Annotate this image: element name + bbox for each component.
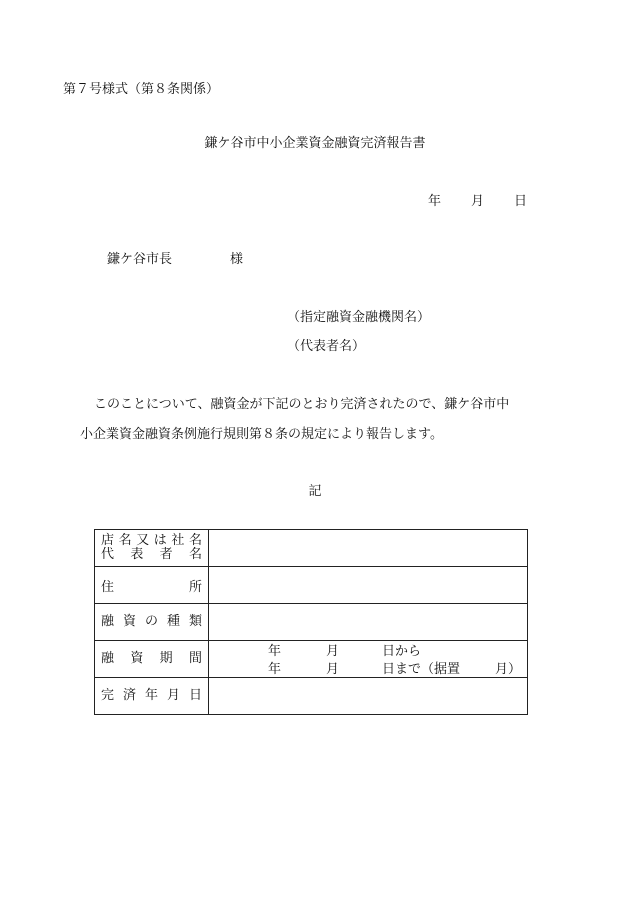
date-year: 年 [428, 194, 442, 209]
date-line [428, 195, 527, 208]
loan-period-value-cell[interactable] [209, 641, 528, 678]
grace-period-month: 月） [495, 662, 522, 677]
table-row-completion-date [95, 678, 528, 715]
table-row-address [95, 567, 528, 604]
body-text-line-2: 小企業資金融資条例施行規則第８条の規定により報告します。 [80, 427, 443, 442]
date-month: 月 [471, 194, 485, 209]
period-start-day: 日から [382, 644, 422, 659]
address-label-cell [95, 567, 209, 604]
period-end-month: 月 [326, 662, 340, 677]
period-start-month: 月 [326, 644, 340, 659]
loan-type-label-cell [95, 604, 209, 641]
loan-period-label: 融 資 期 間 [101, 651, 202, 667]
completion-date-label: 完 済 年 月 日 [101, 688, 202, 704]
completion-date-label-cell [95, 678, 209, 715]
table-row-name [95, 530, 528, 567]
representative-label: 代 表 者 名 [101, 547, 202, 562]
date-day: 日 [514, 194, 528, 209]
institution-name-label: （指定融資金融機関名） [287, 310, 431, 325]
shop-name-label: 店 名 又 は 社 名 [101, 533, 202, 549]
shop-name-label-cell [95, 530, 209, 567]
table-row-loan-period [95, 641, 528, 678]
loan-type-label: 融 資 の 種 類 [101, 614, 202, 630]
table-row-loan-type [95, 604, 528, 641]
ki-heading: 記 [308, 484, 322, 499]
addressee-honorific: 様 [230, 252, 244, 267]
loan-type-value-cell[interactable] [209, 604, 528, 641]
loan-period-label-cell [95, 641, 209, 678]
loan-period-fields [209, 641, 527, 677]
form-number: 第７号様式（第８条関係） [63, 82, 220, 97]
period-end-year: 年 [268, 662, 282, 677]
body-text-line-1: このことについて、融資金が下記のとおり完済されたので、鎌ケ谷市中 [94, 397, 510, 412]
period-end-day: 日まで（据置 [382, 662, 461, 677]
period-start-year: 年 [268, 644, 282, 659]
shop-name-value-cell[interactable] [209, 530, 528, 567]
address-value-cell[interactable] [209, 567, 528, 604]
address-label: 住 所 [101, 579, 202, 595]
addressee [107, 253, 243, 266]
document-title: 鎌ケ谷市中小企業資金融資完済報告書 [204, 136, 426, 151]
representative-name-label: （代表者名） [287, 339, 366, 354]
addressee-name: 鎌ケ谷市長 [107, 252, 173, 267]
info-table [94, 529, 528, 715]
completion-date-value-cell[interactable] [209, 678, 528, 715]
